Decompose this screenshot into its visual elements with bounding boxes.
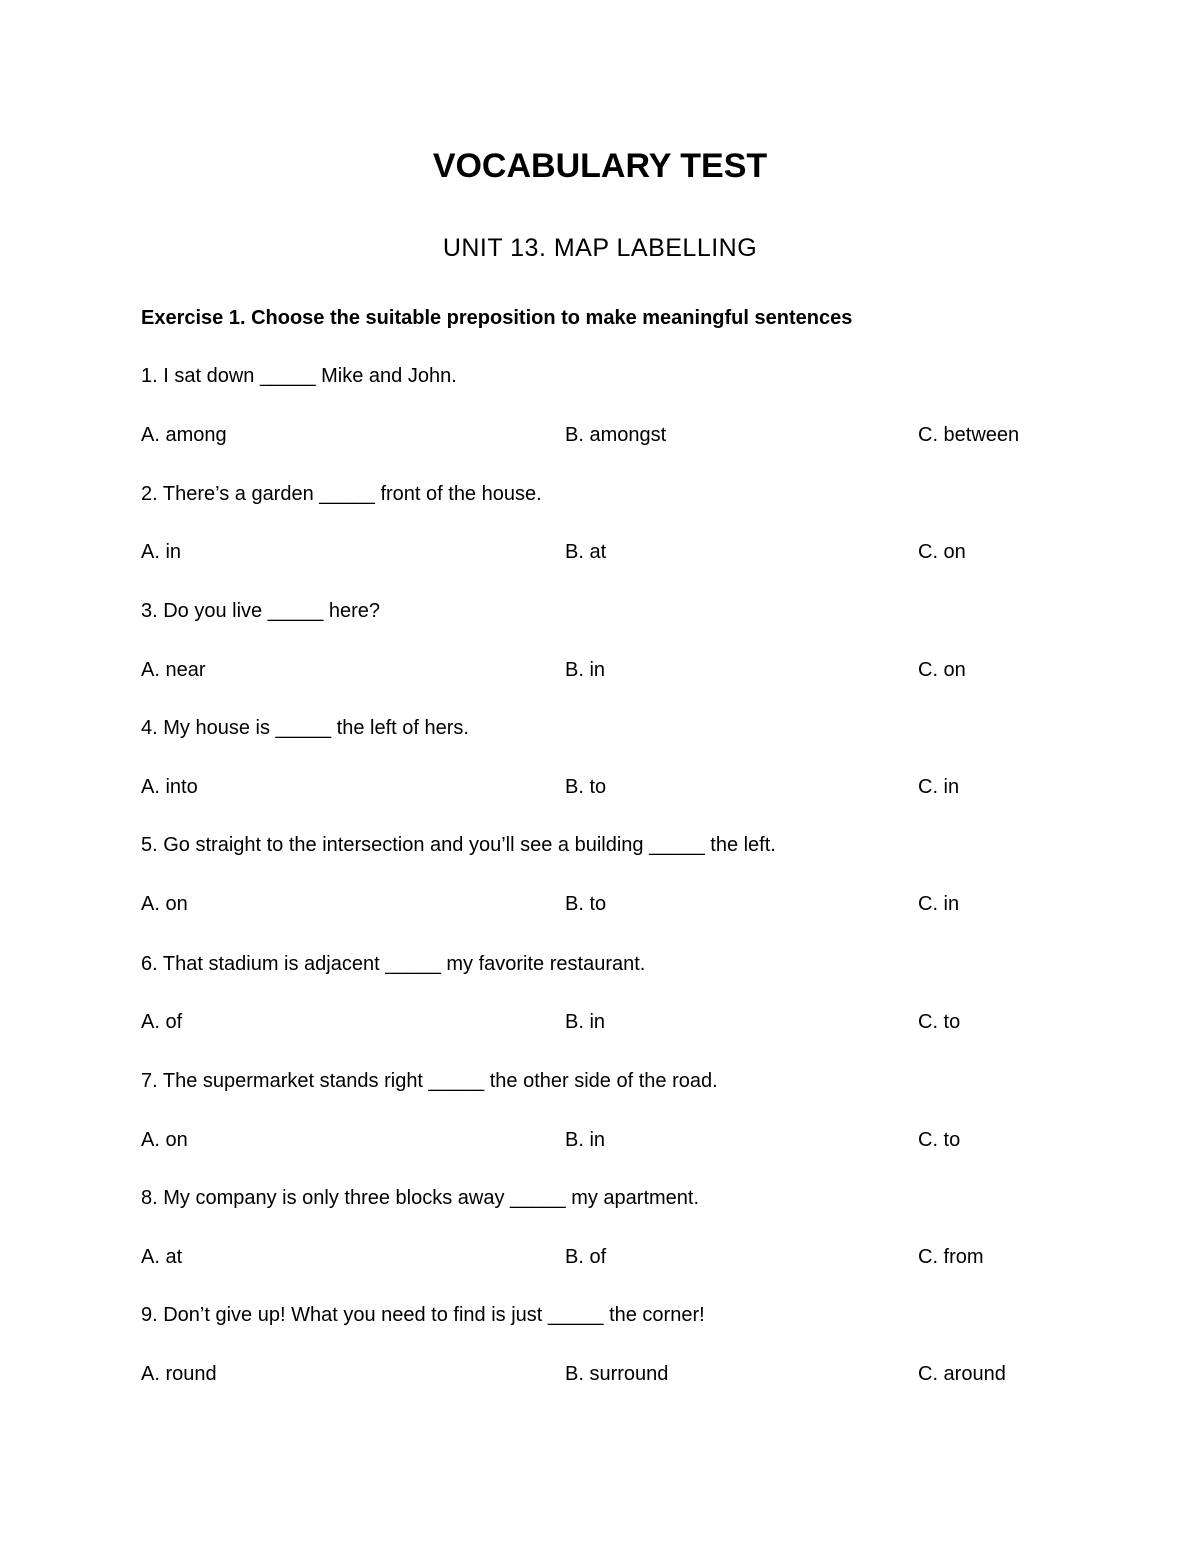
question-2-option-a: A. in (141, 541, 182, 563)
question-1-option-c: C. between (918, 424, 1020, 446)
question-7-option-c: C. to (918, 1129, 961, 1151)
question-2-option-c: C. on (918, 541, 966, 563)
question-9-option-b: B. surround (565, 1363, 669, 1385)
question-7-option-a: A. on (141, 1129, 188, 1151)
question-2-option-b: B. at (565, 541, 607, 563)
question-8: 8. My company is only three blocks away _____ my apartment. (141, 1187, 700, 1209)
question-8-option-a: A. at (141, 1246, 183, 1268)
question-1-option-b: B. amongst (565, 424, 667, 446)
question-1-option-a: A. among (141, 424, 227, 446)
question-4-option-a: A. into (141, 776, 198, 798)
question-9-option-a: A. round (141, 1363, 217, 1385)
question-1: 1. I sat down _____ Mike and John. (141, 365, 457, 387)
question-6-option-b: B. in (565, 1011, 606, 1033)
question-2: 2. There’s a garden _____ front of the house. (141, 483, 542, 505)
question-4: 4. My house is _____ the left of hers. (141, 717, 469, 739)
question-3-option-c: C. on (918, 659, 966, 681)
question-7: 7. The supermarket stands right _____ the other side of the road. (141, 1070, 718, 1092)
question-3-option-b: B. in (565, 659, 606, 681)
question-6-option-c: C. to (918, 1011, 961, 1033)
question-9-option-c: C. around (918, 1363, 1006, 1385)
question-6-option-a: A. of (141, 1011, 183, 1033)
question-5-option-c: C. in (918, 893, 960, 915)
question-3: 3. Do you live _____ here? (141, 600, 381, 622)
question-8-option-b: B. of (565, 1246, 607, 1268)
question-7-option-b: B. in (565, 1129, 606, 1151)
question-4-option-b: B. to (565, 776, 607, 798)
question-4-option-c: C. in (918, 776, 960, 798)
question-6: 6. That stadium is adjacent _____ my favorite restaurant. (141, 953, 646, 975)
exercise-instruction: Exercise 1. Choose the suitable preposition to make meaningful sentences (141, 307, 853, 329)
question-8-option-c: C. from (918, 1246, 984, 1268)
question-9: 9. Don’t give up! What you need to find is just _____ the corner! (141, 1304, 705, 1326)
page-title: VOCABULARY TEST (432, 147, 768, 185)
page-subtitle: UNIT 13. MAP LABELLING (442, 234, 758, 262)
question-5: 5. Go straight to the intersection and you’ll see a building _____ the left. (141, 834, 776, 856)
question-5-option-a: A. on (141, 893, 188, 915)
question-5-option-b: B. to (565, 893, 607, 915)
question-3-option-a: A. near (141, 659, 206, 681)
